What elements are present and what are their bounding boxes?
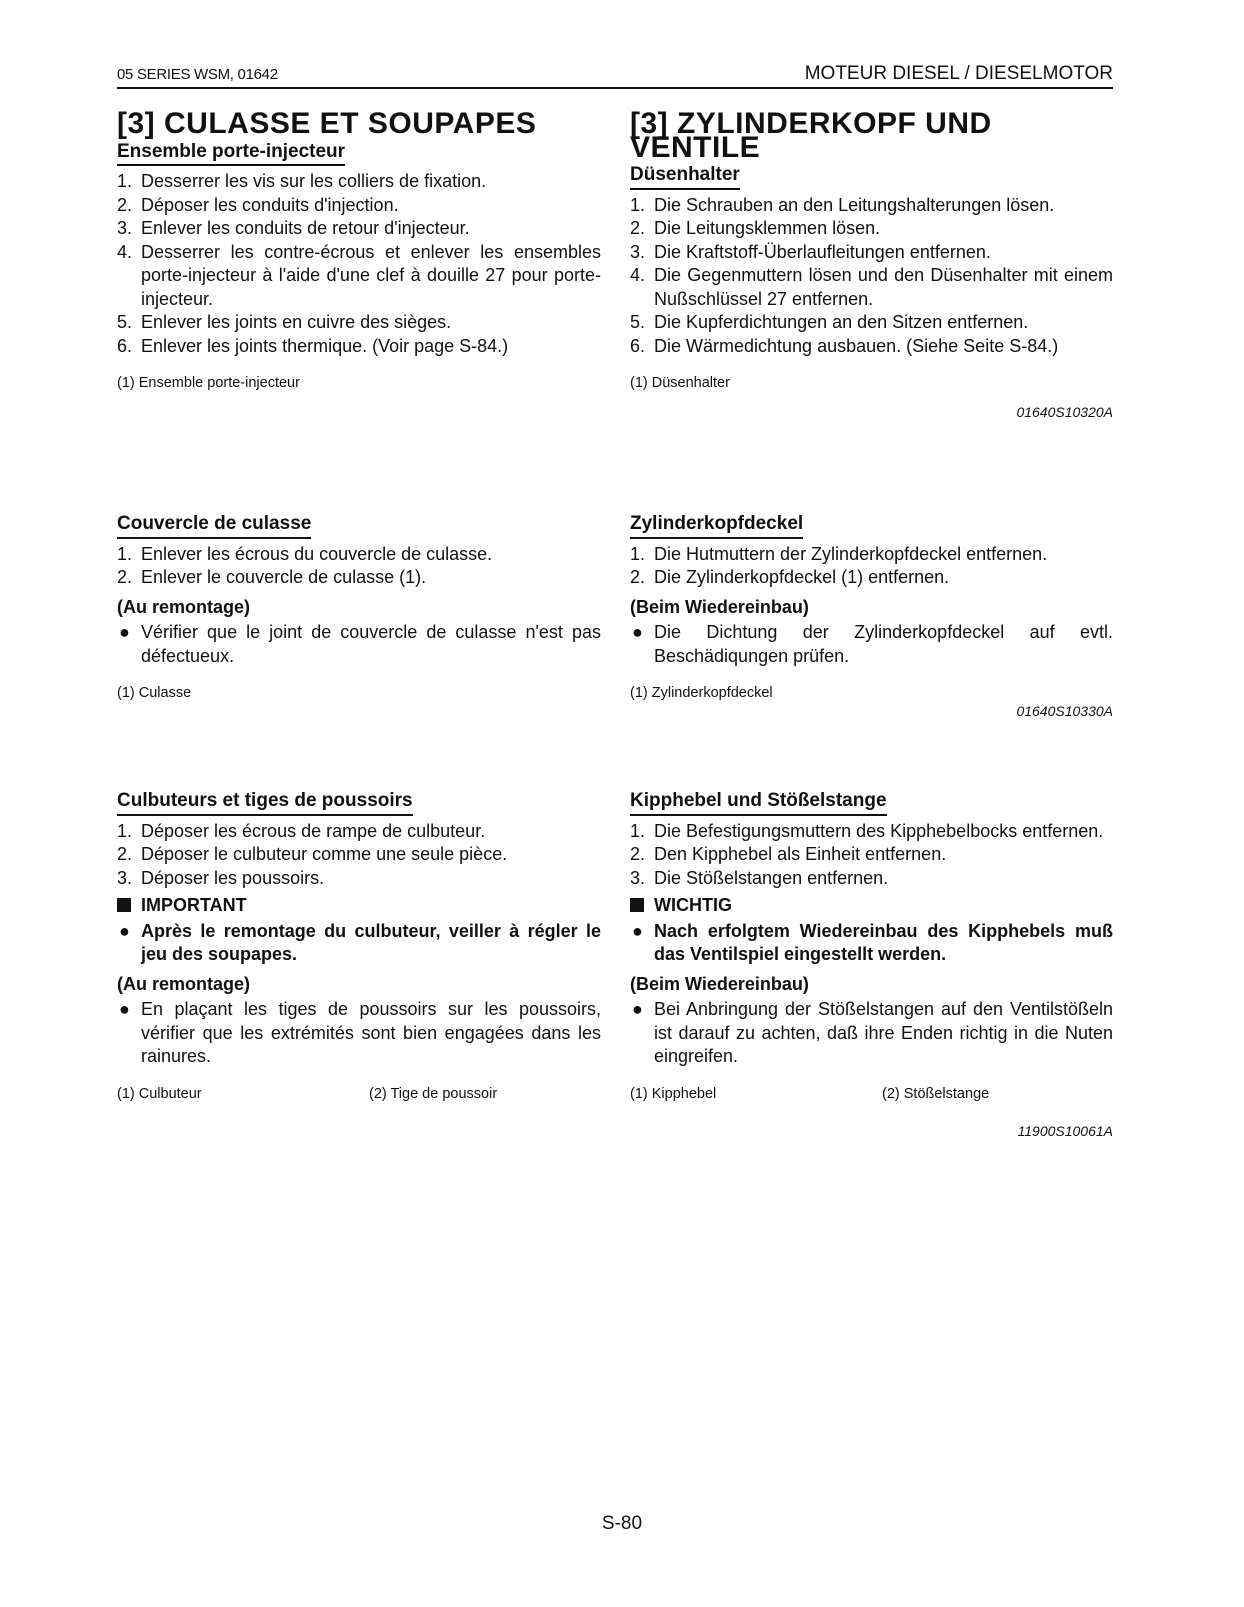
de-cover-reassembly-label: (Beim Wiedereinbau) [630,596,809,617]
list-item: ● Après le remontage du culbuteur, veiller à régler le jeu des soupapes. [119,920,601,964]
header-right: MOTEUR DIESEL / DIESELMOTOR [804,63,1113,84]
list-item: 2. Déposer le culbuteur comme une seule pièce. [117,844,508,864]
fr-injector-caption: (1) Ensemble porte-injecteur [117,375,300,391]
fr-cover-caption: (1) Culasse [117,685,192,701]
list-item: 1. Die Schrauben an den Leitungshalterungen lösen. [630,194,1055,215]
caption-1: (1) Kipphebel [630,1085,717,1102]
fr-rocker-steps [117,820,601,891]
de-section-rocker [630,789,1113,1106]
list-item: 2. Die Leitungsklemmen lösen. [630,218,881,238]
fr-cover-bullets [117,621,601,668]
list-item: 1. Desserrer les vis sur les colliers de fixation. [117,171,487,191]
list-item: ● Vérifier que le joint de couvercle de culasse n'est pas défectueux. [119,622,601,666]
list-item: 1. Déposer les écrous de rampe de culbuteur. [117,820,486,841]
fr-section-injector [117,107,601,396]
de-section-injector [630,107,1113,396]
warning-square-icon [630,898,644,912]
de-rocker-heading: Kipphebel und Stößelstange [630,789,887,816]
warning-square-icon [117,898,131,912]
de-rocker-steps [630,820,1113,891]
fr-section-rocker [117,789,601,1106]
caption-2: (2) Stößelstange [882,1085,990,1102]
list-item: 5. Die Kupferdichtungen an den Sitzen entfernen. [630,312,1029,332]
list-item: 2. Déposer les conduits d'injection. [117,194,399,215]
list-item: ● En plaçant les tiges de poussoirs sur les poussoirs, vérifier que les extrémités sont bien engagées dans les rainures. [119,999,601,1066]
list-item: 1. Die Hutmuttern der Zylinderkopfdeckel entfernen. [630,543,1048,564]
list-item: 1. Die Befestigungsmuttern des Kipphebelbocks entfernen. [630,820,1104,841]
fr-section-cover [117,512,601,706]
list-item: 3. Enlever les conduits de retour d'injecteur. [117,218,470,238]
de-title: [3] ZYLINDERKOPF UND VENTILE [630,107,992,164]
de-injector-caption: (1) Düsenhalter [630,375,730,391]
list-item: 2. Den Kipphebel als Einheit entfernen. [630,844,947,864]
de-important: WICHTIG [630,894,1113,918]
de-rocker-reassembly-label: (Beim Wiedereinbau) [630,973,809,994]
ref-code-2: 01640S10330A [1016,703,1113,719]
caption-1: (1) Culbuteur [117,1085,202,1102]
list-item: ● Nach erfolgtem Wiedereinbau des Kipphebels muß das Ventilspiel eingestellt werden. [632,920,1113,964]
fr-title: [3] CULASSE ET SOUPAPES [117,107,537,140]
de-cover-steps [630,543,1113,590]
fr-important: IMPORTANT [117,894,601,918]
list-item: 6. Die Wärmedichtung ausbauen. (Siehe Seite S-84.) [630,335,1059,356]
list-item: 5. Enlever les joints en cuivre des sièges. [117,312,452,332]
page-number: S-80 [601,1513,643,1534]
list-item: 3. Die Kraftstoff-Überlaufleitungen entfernen. [630,241,991,262]
list-item: 3. Die Stößelstangen entfernen. [630,867,889,888]
de-cover-heading: Zylinderkopfdeckel [630,512,803,539]
de-section-cover [630,512,1113,706]
list-item: 4. Die Gegenmuttern lösen und den Düsenhalter mit einem Nußschlüssel 27 entfernen. [630,265,1113,309]
header-left: 05 SERIES WSM, 01642 [117,66,278,83]
caption-2: (2) Tige de poussoir [369,1085,498,1102]
list-item: ● Bei Anbringung der Stößelstangen auf den Ventilstößeln ist darauf zu achten, daß ihre Enden richtig in die Nuten eingreifen. [632,999,1113,1066]
fr-important-bullets [117,920,601,967]
list-item: 2. Enlever le couvercle de culasse (1). [117,567,427,587]
list-item: 3. Déposer les poussoirs. [117,867,325,888]
header-rule [117,87,1113,89]
list-item: 4. Desserrer les contre-écrous et enlever les ensembles porte-injecteur à l'aide d'une clef à douille 27 pour porte-injecteur. [117,241,601,309]
fr-injector-heading: Ensemble porte-injecteur [117,140,345,167]
de-important-bullets [630,920,1113,967]
de-cover-caption: (1) Zylinderkopfdeckel [630,685,773,701]
de-cover-bullets [630,621,1113,668]
list-item: 6. Enlever les joints thermique. (Voir page S-84.) [117,335,509,356]
ref-code-1: 01640S10320A [1016,404,1113,420]
fr-rocker-bullets [117,998,601,1069]
fr-rocker-reassembly-label: (Au remontage) [117,973,251,994]
fr-injector-steps [117,170,601,358]
fr-cover-heading: Couvercle de culasse [117,512,311,539]
list-item: ● Die Dichtung der Zylinderkopfdeckel auf evtl. Beschädiqungen prüfen. [632,622,1113,666]
de-injector-heading: Düsenhalter [630,163,740,190]
de-rocker-bullets [630,998,1113,1069]
fr-rocker-heading: Culbuteurs et tiges de poussoirs [117,789,413,816]
list-item: 1. Enlever les écrous du couvercle de culasse. [117,543,493,564]
ref-code-3: 11900S10061A [1017,1123,1113,1139]
fr-cover-steps [117,543,601,590]
fr-cover-reassembly-label: (Au remontage) [117,596,251,617]
list-item: 2. Die Zylinderkopfdeckel (1) entfernen. [630,567,950,587]
de-injector-steps [630,194,1113,359]
fr-rocker-captions [117,1083,601,1107]
de-rocker-captions [630,1083,1113,1107]
